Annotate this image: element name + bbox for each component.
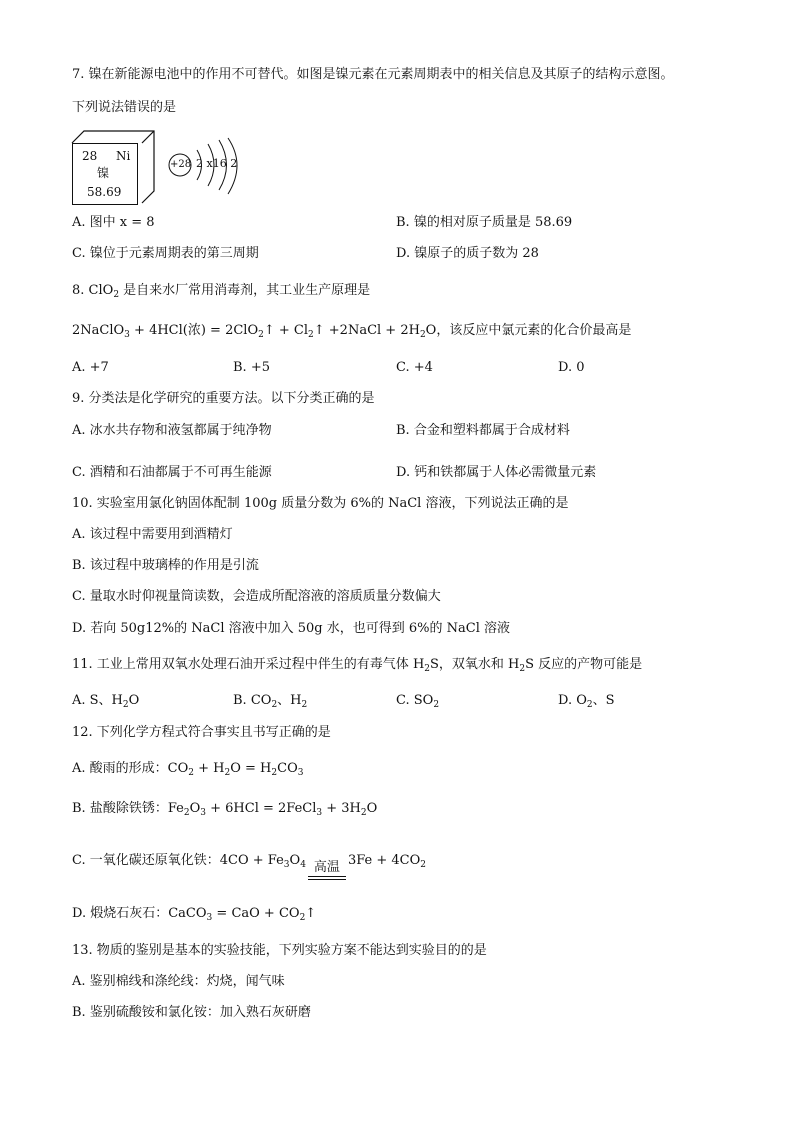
q7-stem-line1: 7. 镍在新能源电池中的作用不可替代。如图是镍元素在元素周期表中的相关信息及其原子的结构示意图。 — [72, 67, 674, 82]
q8-equation: 2NaClO$_3$ + 4HCl(浓) = 2ClO$_2$↑ + $Cl_2↑$ +2NaCl + $2H_2O$，该反应中氯元素的化合价最高是 — [72, 323, 632, 340]
q7-stem-line2: 下列说法错误的是 — [72, 100, 177, 115]
q7-option-c[interactable]: C. 镍位于元素周期表的第三周期 — [72, 246, 259, 261]
q8-option-d[interactable]: D. 0 — [558, 360, 585, 375]
reaction-condition: 高温 — [308, 861, 346, 880]
periodic-cell-nickel — [72, 143, 138, 205]
q7-option-d[interactable]: D. 镍原子的质子数为 28 — [396, 246, 539, 261]
q8-option-a[interactable]: A. +7 — [72, 360, 109, 375]
q10-option-b[interactable]: B. 该过程中玻璃棒的作用是引流 — [72, 558, 259, 573]
nucleus-charge: +28 — [170, 159, 192, 170]
atomic-mass: 58.69 — [87, 185, 122, 199]
q11-stem: 11. 工业上常用双氧水处理石油开采过程中伴生的有毒气体 $H_2S$，双氧水和 $H_2S$ 反应的产物可能是 — [72, 657, 643, 674]
q7-option-a[interactable]: A. 图中 x = 8 — [72, 215, 155, 230]
q11-option-a[interactable]: A. S、$H_2O$ — [72, 693, 140, 710]
q8-option-c[interactable]: C. +4 — [396, 360, 433, 375]
q10-stem: 10. 实验室用氯化钠固体配制 100g 质量分数为 6%的 NaCl 溶液，下列说法正确的是 — [72, 496, 569, 511]
q13-option-a[interactable]: A. 鉴别棉线和涤纶线：灼烧，闻气味 — [72, 974, 285, 989]
q10-option-c[interactable]: C. 量取水时仰视量筒读数，会造成所配溶液的溶质质量分数偏大 — [72, 589, 441, 604]
q12-option-c[interactable]: C. 一氧化碳还原氧化铁：$4CO + Fe_3O_4$ 高温 $3Fe + 4CO_2$ — [72, 852, 426, 880]
q8-stem: 8. ClO$_2$ 是自来水厂常用消毒剂，其工业生产原理是 — [72, 283, 371, 300]
element-symbol: Ni — [116, 149, 131, 163]
q11-option-b[interactable]: B. $CO_2$、$H_2$ — [233, 693, 308, 710]
q11-option-c[interactable]: C. $SO_2$ — [396, 693, 440, 710]
q8-option-b[interactable]: B. +5 — [233, 360, 270, 375]
equals-bar-top — [308, 876, 346, 877]
element-name: 镍 — [97, 166, 110, 180]
q12-option-d[interactable]: D. 煅烧石灰石：CaCO$_3$ = CaO + $CO_2↑$ — [72, 906, 317, 923]
q9-option-a[interactable]: A. 冰水共存物和液氢都属于纯净物 — [72, 423, 272, 438]
q9-option-b[interactable]: B. 合金和塑料都属于合成材料 — [396, 423, 570, 438]
q12-stem: 12. 下列化学方程式符合事实且书写正确的是 — [72, 725, 331, 740]
electron-shells: 2 x16 2 — [196, 157, 238, 170]
q9-stem: 9. 分类法是化学研究的重要方法。以下分类正确的是 — [72, 391, 375, 406]
q13-option-b[interactable]: B. 鉴别硫酸铵和氯化铵：加入熟石灰研磨 — [72, 1005, 311, 1020]
q7-option-b[interactable]: B. 镍的相对原子质量是 58.69 — [396, 215, 573, 230]
q9-option-c[interactable]: C. 酒精和石油都属于不可再生能源 — [72, 465, 272, 480]
equals-bar-bottom — [308, 879, 346, 880]
q12-option-a[interactable]: A. 酸雨的形成：$CO_2 + H_2O = H_2CO_3$ — [72, 761, 304, 778]
q9-option-d[interactable]: D. 钙和铁都属于人体必需微量元素 — [396, 465, 597, 480]
atomic-number: 28 — [82, 149, 98, 163]
q13-stem: 13. 物质的鉴别是基本的实验技能，下列实验方案不能达到实验目的的是 — [72, 943, 487, 958]
q11-option-d[interactable]: D. $O_2$、S — [558, 693, 615, 710]
q10-option-d[interactable]: D. 若向 50g12%的 NaCl 溶液中加入 50g 水，也可得到 6%的 NaCl 溶液 — [72, 621, 510, 636]
q12-option-b[interactable]: B. 盐酸除铁锈：$Fe_2O_3 + 6HCl$ = 2FeCl$_3$ + $3H_2O$ — [72, 801, 378, 818]
q10-option-a[interactable]: A. 该过程中需要用到酒精灯 — [72, 527, 233, 542]
